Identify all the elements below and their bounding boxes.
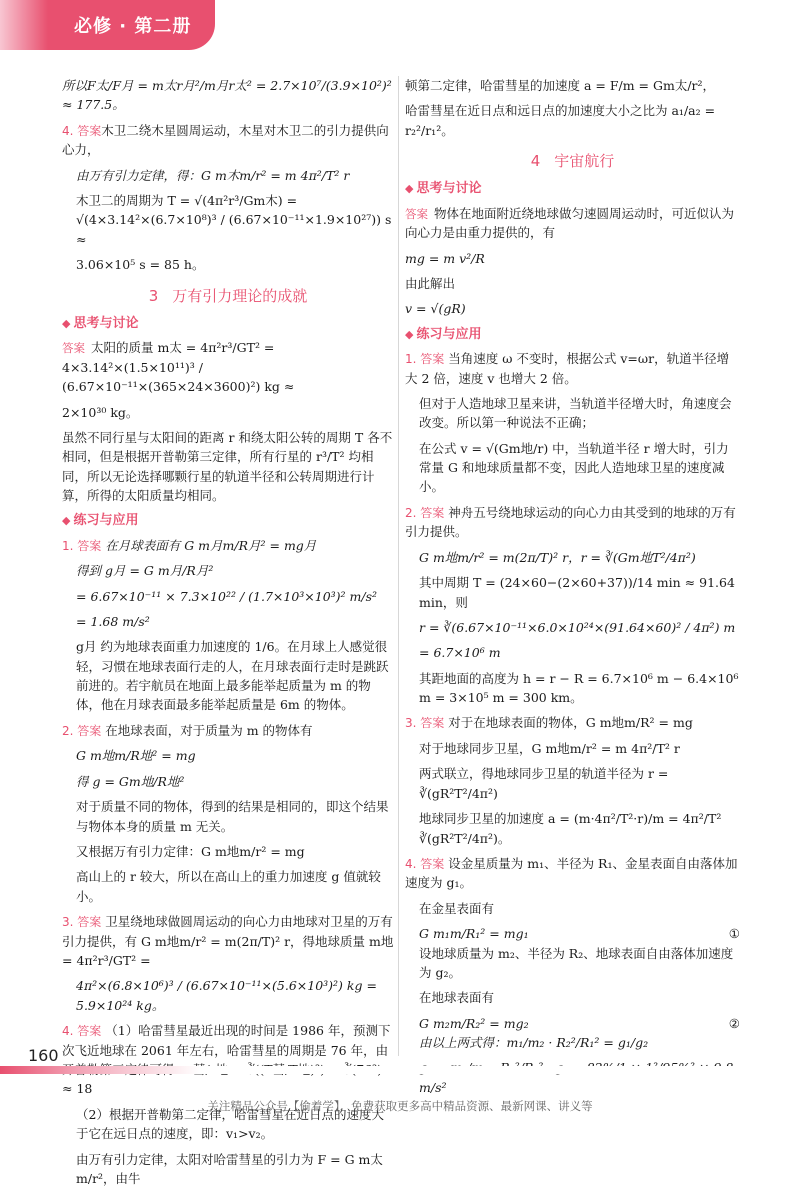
answer-4b-line: （2）根据开普勒第二定律，哈雷彗星在近日点的速度大于它在远日点的速度，即：v₁>v₂。 xyxy=(76,1106,384,1142)
answer-2-line: 对于质量不同的物体，得到的结果是相同的，即这个结果与物体本身的质量 m 无关。 xyxy=(76,799,389,834)
answer-label: 4. 答案 xyxy=(62,123,102,138)
answer-2-line: 又根据万有引力定律：G m地m/r² = mg xyxy=(76,843,305,859)
answer-3-line: 4π²×(6.8×10⁶)³ / (6.67×10⁻¹¹×(5.6×10³)²) kg = 5.9×10²⁴ kg。 xyxy=(76,978,377,1013)
answer-1-line: 在公式 v = √(Gm地/r) 中，当轨道半径 r 增大时，引力常量 G 和地球质量都不变，因此人造地球卫星的速度减小。 xyxy=(419,440,729,495)
answer-2-line: G m地m/r² = m(2π/T)² r，r = ∛(Gm地T²/4π²) xyxy=(419,549,696,565)
right-column xyxy=(405,76,740,1103)
answer-2-line: 得 g = Gm地/R地² xyxy=(76,773,185,789)
answer-1-line: 得到 g月 = G m月/R月² xyxy=(76,563,214,579)
answer-4-line: 在金星表面有 xyxy=(419,900,495,916)
answer-label: 1. 答案 xyxy=(405,351,445,366)
answer-label: 2. 答案 xyxy=(62,723,102,738)
think-answer: 答案 物体在地面附近绕地球做匀速圆周运动时，可近似认为向心力是由重力提供的，有 xyxy=(405,205,735,241)
answer-2: 2. 答案 神舟五号绕地球运动的向心力由其受到的地球的万有引力提供。 xyxy=(405,504,736,540)
think-line: 虽然不同行星与太阳间的距离 r 和绕太阳公转的周期 T 各不相同，但是根据开普勒第三定律，所有行星的 r³/T² 均相同，所以无论选择哪颗行星的轨道半径和公转周期进行计算，所得的太阳质量均相同。 xyxy=(62,429,393,504)
subheading-practice: ◆ 练习与应用 xyxy=(62,511,394,531)
answer-label: 1. 答案 xyxy=(62,538,102,553)
footer-bar xyxy=(0,1066,800,1074)
answer-4-line: 由万有引力定律，得：G m木m/r² = m 4π²/T² r xyxy=(76,167,350,183)
think-line: 由此解出 xyxy=(405,276,456,292)
subheading-practice: ◆ 练习与应用 xyxy=(405,325,740,345)
continued-line: 顿第二定律，哈雷彗星的加速度 a = F/m = Gm太/r²， xyxy=(405,78,716,93)
answer-3-line: 对于地球同步卫星，G m地m/r² = m 4π²/T² r xyxy=(419,741,680,756)
answer-label: 3. 答案 xyxy=(405,716,445,731)
section-title: 4 宇宙航行 xyxy=(530,152,615,171)
answer-4-line: m/s² xyxy=(419,1079,447,1095)
numbered-equation: G m₂m/R₂² = mg₂ ② xyxy=(419,1015,740,1031)
answer-4-line: 在地球表面有 xyxy=(419,990,495,1006)
answer-3: 3. 答案 对于在地球表面的物体，G m地m/R² = mg xyxy=(405,715,693,731)
think-line: v = √(gR) xyxy=(405,301,466,317)
answer-1: 1. 答案 在月球表面有 G m月m/R月² = mg月 xyxy=(62,537,317,553)
column-divider xyxy=(398,76,399,1056)
answer-3-line: 地球同步卫星的加速度 a = (m·4π²/T²·r)/m = 4π²/T² ∛(gR²T²/4π²)。 xyxy=(419,811,722,846)
answer-1-line: 但对于人造地球卫星来讲，当轨道半径增大时，角速度会改变。所以第一种说法不正确； xyxy=(419,395,732,431)
answer-4-line: 由以上两式得：m₁/m₂ · R₂²/R₁² = g₁/g₂ xyxy=(419,1035,649,1051)
answer-4b-line: 由万有引力定律，太阳对哈雷彗星的引力为 F = G m太m/r²，由牛 xyxy=(76,1151,383,1186)
answer-1: 1. 答案 当角速度 ω 不变时，根据公式 v=ωr，轨道半径增大 2 倍，速度 v 也增大 2 倍。 xyxy=(405,350,730,386)
answer-4: 4. 答案木卫二绕木星圆周运动，木星对木卫二的引力提供向心力， xyxy=(62,122,389,158)
answer-label: 2. 答案 xyxy=(405,505,445,520)
answer-2-line: G m地m/R地² = mg xyxy=(76,748,196,764)
answer-2-line: 其中周期 T = (24×60−(2×60+37))/14 min ≈ 91.64 min，则 xyxy=(419,575,735,610)
answer-2-line: r = ∛(6.67×10⁻¹¹×6.0×10²⁴×(91.64×60)² / 4π²) m xyxy=(419,619,736,635)
answer-label: 3. 答案 xyxy=(62,915,102,929)
answer-1-line: = 6.67×10⁻¹¹ × 7.3×10²² / (1.7×10³×10³)² m/s² xyxy=(76,588,378,604)
answer-2-line: 高山上的 r 较大，所以在高山上的重力加速度 g 值就较小。 xyxy=(76,869,381,904)
ratio-equation: 所以F太/F月 = m太r月²/m月r太² = 2.7×10⁷/(3.9×10²)² ≈ 177.5。 xyxy=(62,78,392,113)
header-title: 必修 · 第二册 xyxy=(74,16,192,37)
think-line: mg = m v²/R xyxy=(405,250,485,266)
think-answer: 答案 太阳的质量 m太 = 4π²r³/GT² = 4×3.14²×(1.5×10¹¹)³ / (6.67×10⁻¹¹×(365×24×3600)²) kg ≈ xyxy=(62,339,295,395)
answer-4-line: 木卫二的周期为 T = √(4π²r³/Gm木) = √(4×3.14²×(6.7×10⁸)³ / (6.67×10⁻¹¹×1.9×10²⁷)) s ≈ xyxy=(76,193,392,247)
answer-1-line: g月 约为地球表面重力加速度的 1/6。在月球上人感觉很轻，习惯在地球表面行走的人，在月球表面行走时是跳跃前进的。若宇航员在地面上最多能举起质量为 m 的物体，他在月球表面最多能举起质量是 6m 的物体。 xyxy=(76,639,389,713)
answer-label: 答案 xyxy=(62,340,85,355)
answer-label: 4. 答案 xyxy=(62,1024,102,1039)
answer-1-line: = 1.68 m/s² xyxy=(76,613,150,629)
answer-4-line: 3.06×10⁵ s = 85 h。 xyxy=(76,257,205,273)
continued-line: 哈雷彗星在近日点和远日点的加速度大小之比为 a₁/a₂ = r₂²/r₁²。 xyxy=(405,103,716,138)
answer-2-line: 其距地面的高度为 h = r − R = 6.7×10⁶ m − 6.4×10⁶ m = 3×10⁵ m = 300 km。 xyxy=(419,670,739,706)
section-title: 3 万有引力理论的成就 xyxy=(148,286,308,305)
think-line: 2×10³⁰ kg。 xyxy=(62,404,139,420)
answer-2: 2. 答案 在地球表面，对于质量为 m 的物体有 xyxy=(62,722,313,738)
answer-2-line: = 6.7×10⁶ m xyxy=(419,645,501,661)
answer-label: 4. 答案 xyxy=(405,856,445,871)
subheading-think: ◆ 思考与讨论 xyxy=(62,314,394,334)
answer-4: 4. 答案 设金星质量为 m₁、半径为 R₁、金星表面自由落体加速度为 g₁。 xyxy=(405,855,738,891)
answer-3-line: 两式联立，得地球同步卫星的轨道半径为 r = ∛(gR²T²/4π²) xyxy=(419,766,669,801)
left-column xyxy=(62,76,394,1194)
answer-4b: 4. 答案 （1）哈雷彗星最近出现的时间是 1986 年，预测下次飞近地球在 2061 年左右，哈雷彗星的周期是 76 年，由 ≈ 18 xyxy=(62,1023,391,1097)
subheading-think: ◆ 思考与讨论 xyxy=(405,179,740,199)
page-number: 160 xyxy=(28,1046,59,1065)
numbered-equation: G m₁m/R₁² = mg₁ ① xyxy=(419,926,740,942)
answer-label: 答案 xyxy=(405,206,428,221)
answer-3: 3. 答案 卫星绕地球做圆周运动的向心力由地球对卫星的万有引力提供，有 G m地m/r² = m(2π/T)² r，得地球质量 m地 = 4π²r³/GT² = xyxy=(62,914,394,968)
footer-note: 关注精品公众号【偷着学】，免费获取更多高中精品资源、最新网课、讲义等 xyxy=(207,1099,593,1113)
answer-4-line: 设地球质量为 m₂、半径为 R₂、地球表面自由落体加速度为 g₂。 xyxy=(419,945,734,980)
